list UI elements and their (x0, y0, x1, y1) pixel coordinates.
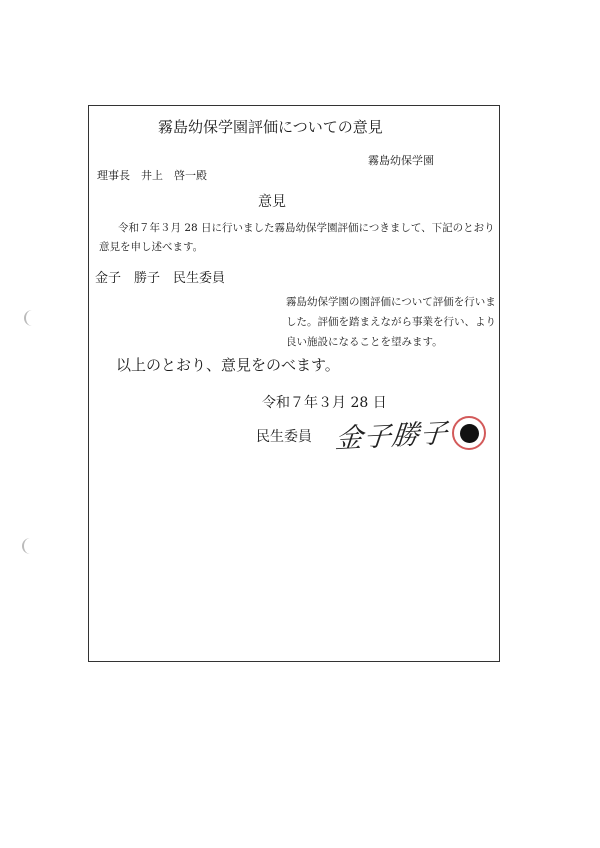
punch-hole-top (24, 310, 40, 326)
addressee: 理事長 井上 啓一殿 (97, 169, 207, 182)
opinion-text-line-3: 良い施設になることを望みます。 (286, 336, 443, 348)
seal-stamp (452, 416, 486, 450)
intro-text-line-1: 令和７年３月 28 日に行いました霧島幼保学園評価につきまして、下記のとおり (118, 222, 495, 234)
signature-role: 民生委員 (256, 429, 312, 445)
section-heading: 意見 (258, 194, 286, 210)
document-title: 霧島幼保学園評価についての意見 (158, 118, 383, 136)
opinion-text-line-2: した。評価を踏まえながら事業を行い、より (286, 316, 496, 328)
organization-name: 霧島幼保学園 (368, 154, 434, 167)
punch-hole-bottom (22, 538, 38, 554)
seal-stamp-mark (460, 424, 479, 443)
closing-statement: 以上のとおり、意見をのべます。 (116, 356, 340, 374)
commissioner-name: 金子 勝子 民生委員 (95, 271, 226, 286)
document-date: 令和７年３月 28 日 (262, 395, 387, 411)
intro-text-line-2: 意見を申し述べます。 (99, 241, 204, 253)
opinion-text-line-1: 霧島幼保学園の園評価について評価を行いま (286, 296, 496, 308)
handwritten-signature: 金子勝子 (334, 418, 450, 455)
document-frame (88, 105, 500, 662)
